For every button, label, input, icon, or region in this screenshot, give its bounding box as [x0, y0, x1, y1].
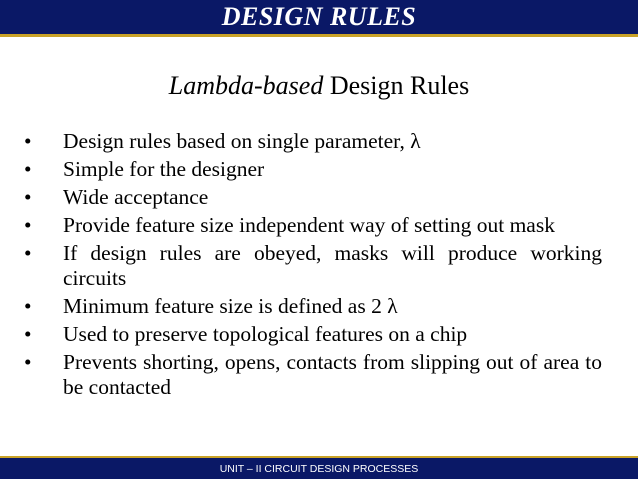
list-item [24, 241, 602, 291]
bullet-icon: • [24, 185, 32, 209]
bullet-icon: • [24, 322, 32, 346]
bullet-text: Design rules based on single parameter, λ [63, 129, 421, 153]
bullet-text: Used to preserve topological features on a chip [63, 322, 468, 346]
bullet-icon: • [24, 294, 32, 318]
title-bar [0, 0, 638, 37]
subtitle-rest: Design Rules [329, 71, 470, 100]
list-item [24, 185, 602, 210]
bullet-icon: • [24, 213, 32, 237]
bullet-list [24, 129, 602, 403]
bullet-icon: • [24, 157, 32, 181]
bullet-text: Simple for the designer [63, 157, 265, 181]
bullet-text: Provide feature size independent way of setting out mask [63, 213, 555, 237]
bullet-text: Wide acceptance [63, 185, 209, 209]
bullet-icon: • [24, 129, 32, 153]
footer-text: UNIT – II CIRCUIT DESIGN PROCESSES [219, 462, 419, 475]
list-item [24, 213, 602, 238]
footer-bar [0, 456, 638, 479]
bullet-icon: • [24, 241, 32, 265]
slide-subtitle [0, 71, 638, 101]
list-item [24, 157, 602, 182]
list-item [24, 322, 602, 347]
bullet-text: Prevents shorting, opens, contacts from slipping out of area to be contacted [63, 350, 602, 399]
bullet-text: If design rules are obeyed, masks will produce working circuits [63, 241, 602, 290]
list-item [24, 294, 602, 319]
bullet-text: Minimum feature size is defined as 2 λ [63, 294, 398, 318]
subtitle-italic: Lambda-based [168, 71, 324, 100]
list-item [24, 129, 602, 154]
bullet-icon: • [24, 350, 32, 374]
page-title: DESIGN RULES [221, 2, 417, 31]
list-item [24, 350, 602, 400]
